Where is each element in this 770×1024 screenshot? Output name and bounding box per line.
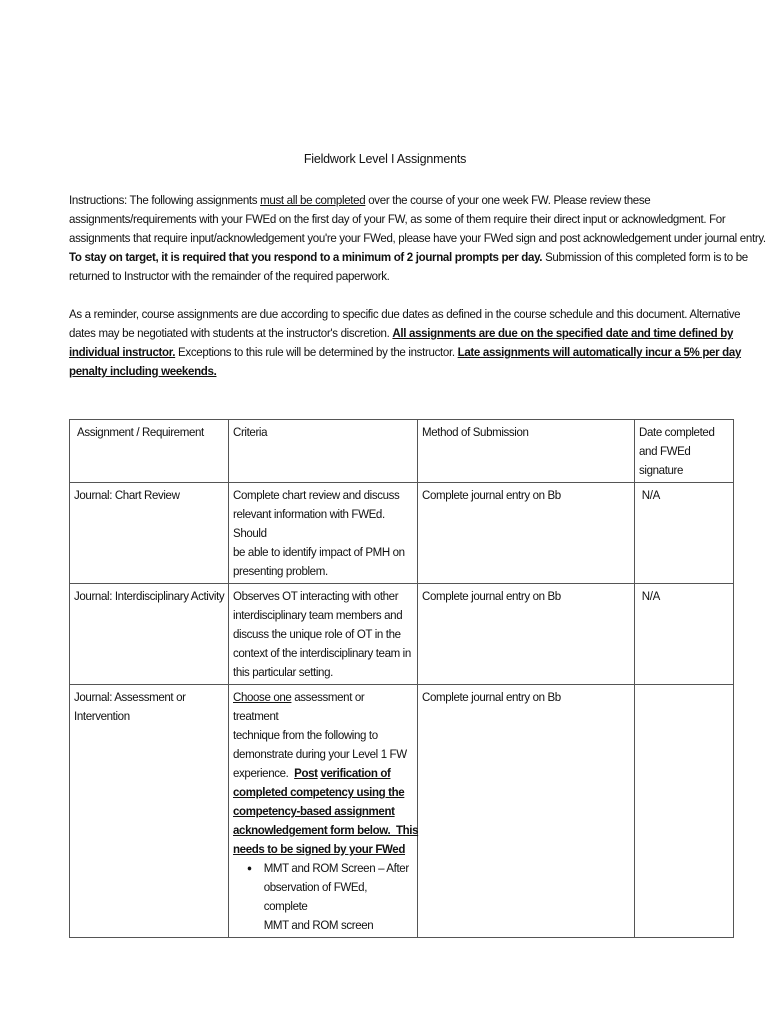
instructions-paragraph [69,191,766,286]
criteria-line: demonstrate during your Level 1 FW [233,747,407,761]
criteria-line: context of the interdisciplinary team in [233,646,411,660]
assignment-line: Journal: Assessment or [74,690,186,704]
header-cell-criteria [229,420,418,483]
assignment-line: Intervention [74,709,130,723]
header-cell-method [418,420,635,483]
header-method-label: Method of Submission [422,425,529,439]
criteria-line: technique from the following to [233,728,378,742]
criteria-underlined: Choose one [233,690,292,704]
criteria-text-span: assessment or treatment [233,690,365,723]
reminder-line-4: penalty including weekends. [69,364,217,378]
reminder-paragraph [69,305,742,381]
header-cell-assignment [70,420,229,483]
criteria-line: interdisciplinary team members and [233,608,403,622]
criteria-line: competency-based assignment [233,804,395,818]
criteria-text [233,688,419,935]
reminder-text: dates may be negotiated with students at the instructor's discretion. [69,326,393,340]
instructions-bold: To stay on target, it is required that you respond to a minimum of 2 journal prompts per day. [69,250,543,264]
criteria-line: presenting problem. [233,564,328,578]
table-row [70,584,734,685]
criteria-line: be able to identify impact of PMH on [233,545,405,559]
reminder-line-2 [69,324,734,343]
table-header-row [70,420,734,483]
instructions-text: Submission of this completed form is to be [542,250,748,264]
instructions-line-4 [69,248,748,267]
reminder-line-3 [69,343,742,362]
assignment-text: Journal: Interdisciplinary Activity [74,589,225,603]
instructions-line-1 [69,191,711,210]
header-date-label [639,423,729,480]
header-assignment-label: Assignment / Requirement [77,425,204,439]
cell-date [635,584,734,685]
instructions-line-3: assignments that require input/acknowledgement you're your FWed, please have your FWed sign and post acknowledgement under journal entry. [69,231,766,245]
table-row [70,483,734,584]
assignments-table [69,419,734,938]
cell-date [635,685,734,938]
criteria-line: acknowledgement form below. This [233,823,419,837]
bullet-line: MMT and ROM Screen – After [263,861,409,875]
criteria-text [233,587,412,682]
method-text: Complete journal entry on Bb [422,488,561,502]
cell-method [418,584,635,685]
criteria-line: needs to be signed by your FWed [233,842,406,856]
reminder-text: Exceptions to this rule will be determined by the instructor. [175,345,458,359]
criteria-bold-underlined: verification of [320,766,391,780]
instructions-line-2: assignments/requirements with your FWEd on the first day of your FW, as some of them require their direct input or acknowledgment. For [69,212,726,226]
criteria-line [233,764,412,783]
criteria-line: Complete chart review and discuss [233,488,400,502]
cell-assignment [70,685,229,938]
header-cell-date [635,420,734,483]
criteria-line: relevant information with FWEd. Should [233,507,385,540]
cell-method [418,685,635,938]
cell-method [418,483,635,584]
header-criteria-label: Criteria [233,425,268,439]
cell-criteria [229,685,418,938]
assignment-text [74,688,223,726]
header-date-line: and FWEd [639,444,691,458]
cell-assignment [70,584,229,685]
header-date-line: Date completed [639,425,715,439]
criteria-line: Observes OT interacting with other [233,589,399,603]
cell-criteria [229,483,418,584]
cell-assignment [70,483,229,584]
document-title: Fieldwork Level I Assignments [303,152,467,166]
criteria-bold-underlined: Post [294,766,318,780]
criteria-line: this particular setting. [233,665,333,679]
criteria-line: completed competency using the [233,785,405,799]
criteria-bullet-item [233,859,412,935]
bullet-dot-icon: ● [246,863,252,873]
date-text: N/A [641,488,660,502]
criteria-line [233,688,412,726]
header-date-line: signature [639,463,684,477]
reminder-line-1: As a reminder, course assignments are due according to specific due dates as defined in the course schedule and this document. Alternative [69,307,741,321]
method-text: Complete journal entry on Bb [422,690,561,704]
instructions-line-5: returned to Instructor with the remainder of the required paperwork. [69,269,390,283]
assignment-text: Journal: Chart Review [74,488,180,502]
criteria-line: discuss the unique role of OT in the [233,627,401,641]
reminder-bold-underlined: Late assignments will automatically incur a 5% per day [457,345,742,359]
date-text: N/A [641,589,660,603]
reminder-bold-underlined: All assignments are due on the specified date and time defined by [392,326,734,340]
instructions-text: Instructions: The following assignments [69,193,261,207]
instructions-underlined: must all be completed [260,193,366,207]
method-text: Complete journal entry on Bb [422,589,561,603]
bullet-line: MMT and ROM screen [263,918,374,932]
cell-date [635,483,734,584]
table-row [70,685,734,938]
reminder-bold-underlined: individual instructor. [69,345,176,359]
cell-criteria [229,584,418,685]
criteria-text-span: experience. [233,766,295,780]
instructions-text: over the course of your one week FW. Please review these [365,193,651,207]
criteria-text [233,486,412,581]
bullet-line: observation of FWEd, complete [263,880,368,913]
